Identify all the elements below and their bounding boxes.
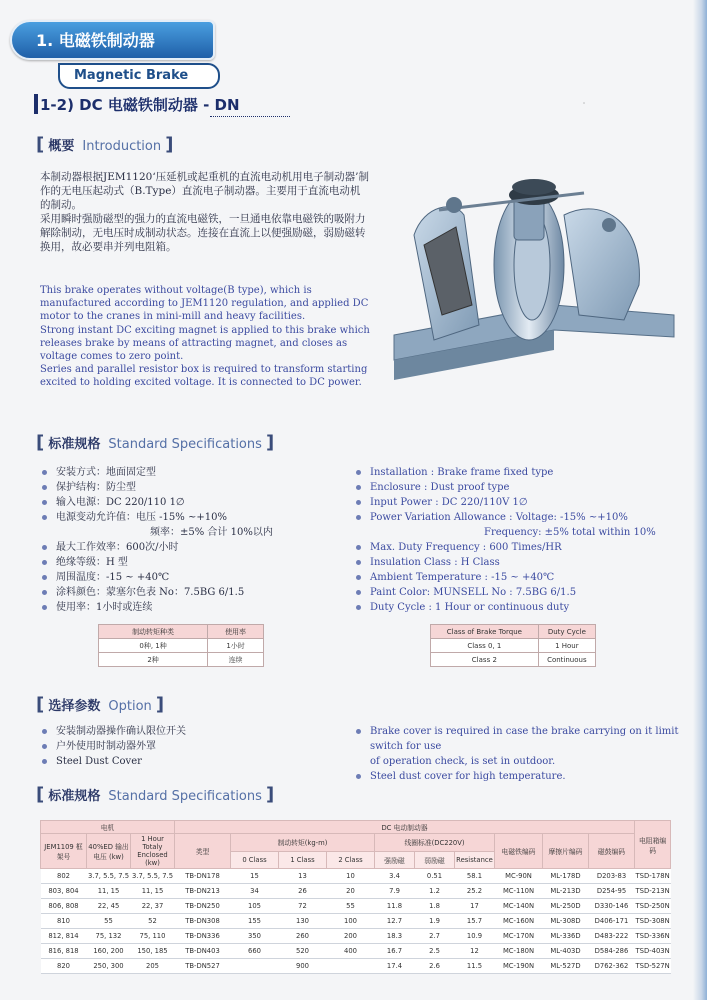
col-frame-header: JEM1109 框架号 <box>41 834 87 869</box>
option-cn-item: 安装制动器操作确认限位开关 <box>40 724 340 739</box>
table-cell: ML-527D <box>543 959 589 974</box>
table-cell: TSD-308N <box>635 914 671 929</box>
header-subtitle-box <box>58 63 220 89</box>
table-cell: 55 <box>87 914 131 929</box>
table-cell: TSD-213N <box>635 884 671 899</box>
table-row <box>41 959 671 974</box>
duty-cycle-table-cn <box>98 624 264 667</box>
coil-sub-header: 弱励磁 <box>415 851 455 869</box>
table-cell: D330-146 <box>589 899 635 914</box>
table-cell: 26 <box>279 884 327 899</box>
table-cell: TB-DN178 <box>175 869 231 884</box>
torque-sub-header: 0 Class <box>231 851 279 869</box>
table-cell: 12 <box>455 944 495 959</box>
col-coil-header: 线圈标准(DC220V) <box>375 834 495 852</box>
table-cell: ML-178D <box>543 869 589 884</box>
table-row <box>41 884 671 899</box>
spec-en-item: Duty Cycle : 1 Hour or continuous duty <box>354 600 694 615</box>
table-row <box>41 869 671 884</box>
table-cell: 72 <box>279 899 327 914</box>
table-cell: 900 <box>279 959 327 974</box>
spec-en-item: Enclosure : Dust proof type <box>354 480 694 495</box>
page-edge <box>693 0 707 1000</box>
table-cell: 803, 804 <box>41 884 87 899</box>
table-row <box>41 899 671 914</box>
en-table-header: Class of Brake Torque <box>431 625 539 639</box>
specifications-table-body <box>41 869 671 974</box>
table-cell: D406-171 <box>589 914 635 929</box>
table-cell: ML-213D <box>543 884 589 899</box>
table-cell: TSD-178N <box>635 869 671 884</box>
table-cell: 17.4 <box>375 959 415 974</box>
table-cell: 22, 45 <box>87 899 131 914</box>
table-cell <box>327 959 375 974</box>
table-cell: 150, 185 <box>131 944 175 959</box>
table-cell: TB-DN250 <box>175 899 231 914</box>
table-cell: 400 <box>327 944 375 959</box>
spec-en-item: Power Variation Allowance : Voltage: -15% ~+10% <box>354 510 694 525</box>
table-cell: 11.8 <box>375 899 415 914</box>
spec-cn-item: 输入电源：DC 220/110 1∅ <box>40 495 340 510</box>
table-row <box>41 914 671 929</box>
table-cell: 0.51 <box>415 869 455 884</box>
en-table-cell: 1 Hour <box>538 639 595 653</box>
torque-sub-header: 1 Class <box>279 851 327 869</box>
table-cell: 2.7 <box>415 929 455 944</box>
table-cell: 205 <box>131 959 175 974</box>
introduction-en <box>40 284 370 390</box>
duty-cycle-table-en <box>430 624 596 667</box>
table-cell: D483-222 <box>589 929 635 944</box>
specs-cn-list <box>40 465 340 615</box>
table-cell: MC-90N <box>495 869 543 884</box>
option-cn-item: 户外使用时制动器外罩 <box>40 739 340 754</box>
cn-table-header: 制动转矩种类 <box>99 625 208 639</box>
intro-en-paragraph-3: Series and parallel resistor box is required to transform starting excited to holding excited voltage. It is connected to DC power. <box>40 364 368 389</box>
section-title-underline <box>210 116 290 117</box>
specifications-table <box>40 820 671 974</box>
table-cell: ML-250D <box>543 899 589 914</box>
table-cell: 806, 808 <box>41 899 87 914</box>
section-title-bar <box>34 94 38 114</box>
spec-en-item: Paint Color: MUNSELL No : 7.5BG 6/1.5 <box>354 585 694 600</box>
spec-cn-item: 电源变动允许值：电压 -15% ~+10% <box>40 510 340 525</box>
option-en-list <box>354 724 694 784</box>
table-cell: 7.9 <box>375 884 415 899</box>
spec-en-item: Installation : Brake frame fixed type <box>354 465 694 480</box>
table-cell: 3.7, 5.5, 7.5 <box>131 869 175 884</box>
table-cell: TB-DN336 <box>175 929 231 944</box>
table-cell: 160, 200 <box>87 944 131 959</box>
table-cell: 812, 814 <box>41 929 87 944</box>
table-cell: 660 <box>231 944 279 959</box>
spec-cn-item: 保护结构：防尘型 <box>40 480 340 495</box>
col-lining-header: 摩擦片编码 <box>543 834 589 869</box>
table-row <box>41 929 671 944</box>
table-cell: 15.7 <box>455 914 495 929</box>
cn-table-cell: 0种, 1种 <box>99 639 208 653</box>
en-table-cell: Continuous <box>538 653 595 667</box>
table-cell: 18.3 <box>375 929 415 944</box>
group-brake-header: DC 电动制动器 <box>175 821 635 834</box>
cn-table-cell: 2种 <box>99 653 208 667</box>
table-cell: 10 <box>327 869 375 884</box>
table-heading: [ 标准规格 Standard Specifications ] <box>36 784 275 805</box>
table-cell: 52 <box>131 914 175 929</box>
table-cell: TSD-336N <box>635 929 671 944</box>
spec-cn-item: 涂料颜色：蒙塞尔色表 No：7.5BG 6/1.5 <box>40 585 340 600</box>
table-cell: TB-DN527 <box>175 959 231 974</box>
option-heading: [ 选择参数 Option ] <box>36 694 165 715</box>
table-cell: 3.7, 5.5, 7.5 <box>87 869 131 884</box>
section-title: 1-2) DC 电磁铁制动器 - DN <box>40 96 240 114</box>
header-subtitle: Magnetic Brake <box>74 68 189 83</box>
table-cell: 100 <box>327 914 375 929</box>
cn-table-cell: 连续 <box>208 653 264 667</box>
intro-en-paragraph-2: Strong instant DC exciting magnet is applied to this brake which releases brake by means of attracting magnet, and closes as voltage comes to zero point. <box>40 324 370 363</box>
table-cell: TB-DN308 <box>175 914 231 929</box>
col-type-header: 类型 <box>175 834 231 869</box>
table-cell: 55 <box>327 899 375 914</box>
table-cell: 17 <box>455 899 495 914</box>
spec-cn-item: 安装方式：地面固定型 <box>40 465 340 480</box>
header-title: 1. 电磁铁制动器 <box>36 31 155 50</box>
introduction-cn <box>40 170 370 254</box>
table-cell: 75, 132 <box>87 929 131 944</box>
col-resistor-header: 电阻箱编码 <box>635 821 671 869</box>
brake-product-illustration <box>384 155 684 395</box>
table-row <box>41 944 671 959</box>
table-cell: ML-308D <box>543 914 589 929</box>
table-cell: 1.8 <box>415 899 455 914</box>
col-magnet-header: 电磁铁编码 <box>495 834 543 869</box>
table-cell: TSD-250N <box>635 899 671 914</box>
spec-en-item-cont: Frequency: ±5% total within 10% <box>484 527 656 538</box>
introduction-heading: [ 概要 Introduction ] <box>36 134 174 155</box>
table-cell: MC-170N <box>495 929 543 944</box>
cn-table-cell: 1小时 <box>208 639 264 653</box>
en-table-header: Duty Cycle <box>538 625 595 639</box>
table-cell: TSD-527N <box>635 959 671 974</box>
table-cell: 3.4 <box>375 869 415 884</box>
table-cell: TB-DN403 <box>175 944 231 959</box>
table-cell: 16.7 <box>375 944 415 959</box>
table-cell: 75, 110 <box>131 929 175 944</box>
spec-en-item: Ambient Temperature : -15 ~ +40℃ <box>354 570 694 585</box>
table-cell: TB-DN213 <box>175 884 231 899</box>
spec-cn-item: 使用率：1小时或连续 <box>40 600 340 615</box>
table-cell: MC-160N <box>495 914 543 929</box>
table-cell: 520 <box>279 944 327 959</box>
specs-en-list <box>354 465 694 615</box>
col-magnetic-header: 磁鼓编码 <box>589 834 635 869</box>
option-en-item: Steel dust cover for high temperature. <box>354 769 694 784</box>
table-cell: 1.9 <box>415 914 455 929</box>
option-en-item: Brake cover is required in case the brake carrying on it limit switch for use <box>354 724 694 754</box>
group-motor-header: 电机 <box>41 821 175 834</box>
table-cell: 11.5 <box>455 959 495 974</box>
spec-cn-item-cont: 频率：±5% 合计 10%以内 <box>150 527 273 538</box>
table-cell: 105 <box>231 899 279 914</box>
spec-en-item: Insulation Class : H Class <box>354 555 694 570</box>
table-cell: 810 <box>41 914 87 929</box>
table-cell: D254-95 <box>589 884 635 899</box>
table-cell: 12.7 <box>375 914 415 929</box>
col-torque-header: 制动转矩(kg-m) <box>231 834 375 852</box>
table-cell: 34 <box>231 884 279 899</box>
table-cell: 350 <box>231 929 279 944</box>
table-cell: 155 <box>231 914 279 929</box>
table-cell: D762-362 <box>589 959 635 974</box>
table-cell: 260 <box>279 929 327 944</box>
table-cell: MC-140N <box>495 899 543 914</box>
table-cell: 802 <box>41 869 87 884</box>
table-cell: 20 <box>327 884 375 899</box>
header-banner <box>10 20 215 82</box>
table-cell: 58.1 <box>455 869 495 884</box>
table-cell: ML-336D <box>543 929 589 944</box>
table-cell: D584-286 <box>589 944 635 959</box>
table-cell: 11, 15 <box>87 884 131 899</box>
table-cell: MC-180N <box>495 944 543 959</box>
table-cell: 2.6 <box>415 959 455 974</box>
table-cell: 200 <box>327 929 375 944</box>
spec-cn-item: 最大工作效率：600次/小时 <box>40 540 340 555</box>
spec-en-item: Max. Duty Frequency : 600 Times/HR <box>354 540 694 555</box>
table-cell: 250, 300 <box>87 959 131 974</box>
spec-cn-item: 绝缘等级：H 型 <box>40 555 340 570</box>
table-cell: 13 <box>279 869 327 884</box>
table-cell: 130 <box>279 914 327 929</box>
table-cell: 2.5 <box>415 944 455 959</box>
col-output-ed-header: 40%ED 输出电压 (kw) <box>87 834 131 869</box>
coil-sub-header: Resistance <box>455 851 495 869</box>
col-output-1h-header: 1 Hour Totaly Enclosed (kw) <box>131 834 175 869</box>
table-cell: 816, 818 <box>41 944 87 959</box>
torque-sub-header: 2 Class <box>327 851 375 869</box>
specs-heading: [ 标准规格 Standard Specifications ] <box>36 432 275 453</box>
table-cell: TSD-403N <box>635 944 671 959</box>
table-cell: MC-110N <box>495 884 543 899</box>
table-cell: D203-83 <box>589 869 635 884</box>
en-table-cell: Class 0, 1 <box>431 639 539 653</box>
table-cell: 1.2 <box>415 884 455 899</box>
table-cell: 22, 37 <box>131 899 175 914</box>
option-cn-list <box>40 724 340 769</box>
en-table-cell: Class 2 <box>431 653 539 667</box>
table-cell: 15 <box>231 869 279 884</box>
table-cell: MC-190N <box>495 959 543 974</box>
header-title-bar <box>10 20 215 60</box>
stray-mark: ˙ <box>582 102 586 111</box>
intro-cn-paragraph-1: 本制动器根据JEM1120‘压延机或起重机的直流电动机用电子制动器’制作的无电压起动式（B.Type）直流电子制动器。主要用于直流电动机的制动。 <box>40 171 370 211</box>
table-cell: 10.9 <box>455 929 495 944</box>
table-cell: 25.2 <box>455 884 495 899</box>
option-en-item-cont: of operation check, is set in outdoor. <box>370 756 556 767</box>
option-cn-item: Steel Dust Cover <box>40 754 340 769</box>
cn-table-header: 使用率 <box>208 625 264 639</box>
spec-en-item: Input Power : DC 220/110V 1∅ <box>354 495 694 510</box>
table-cell: 11, 15 <box>131 884 175 899</box>
coil-sub-header: 强励磁 <box>375 851 415 869</box>
table-cell: 820 <box>41 959 87 974</box>
table-cell: ML-403D <box>543 944 589 959</box>
table-cell <box>231 959 279 974</box>
intro-cn-paragraph-2: 采用瞬时强励磁型的强力的直流电磁铁，一旦通电依靠电磁铁的吸附力解除制动，无电压时成制动状态。连接在直流上以便强励磁，弱励磁转换用，故必要串并列电阻箱。 <box>40 213 366 253</box>
intro-en-paragraph-1: This brake operates without voltage(B type), which is manufactured according to JEM1120 regulation, and applied DC motor to the cranes in mini-mill and heavy facilities. <box>40 285 369 323</box>
spec-cn-item: 周围温度：-15 ~ +40℃ <box>40 570 340 585</box>
